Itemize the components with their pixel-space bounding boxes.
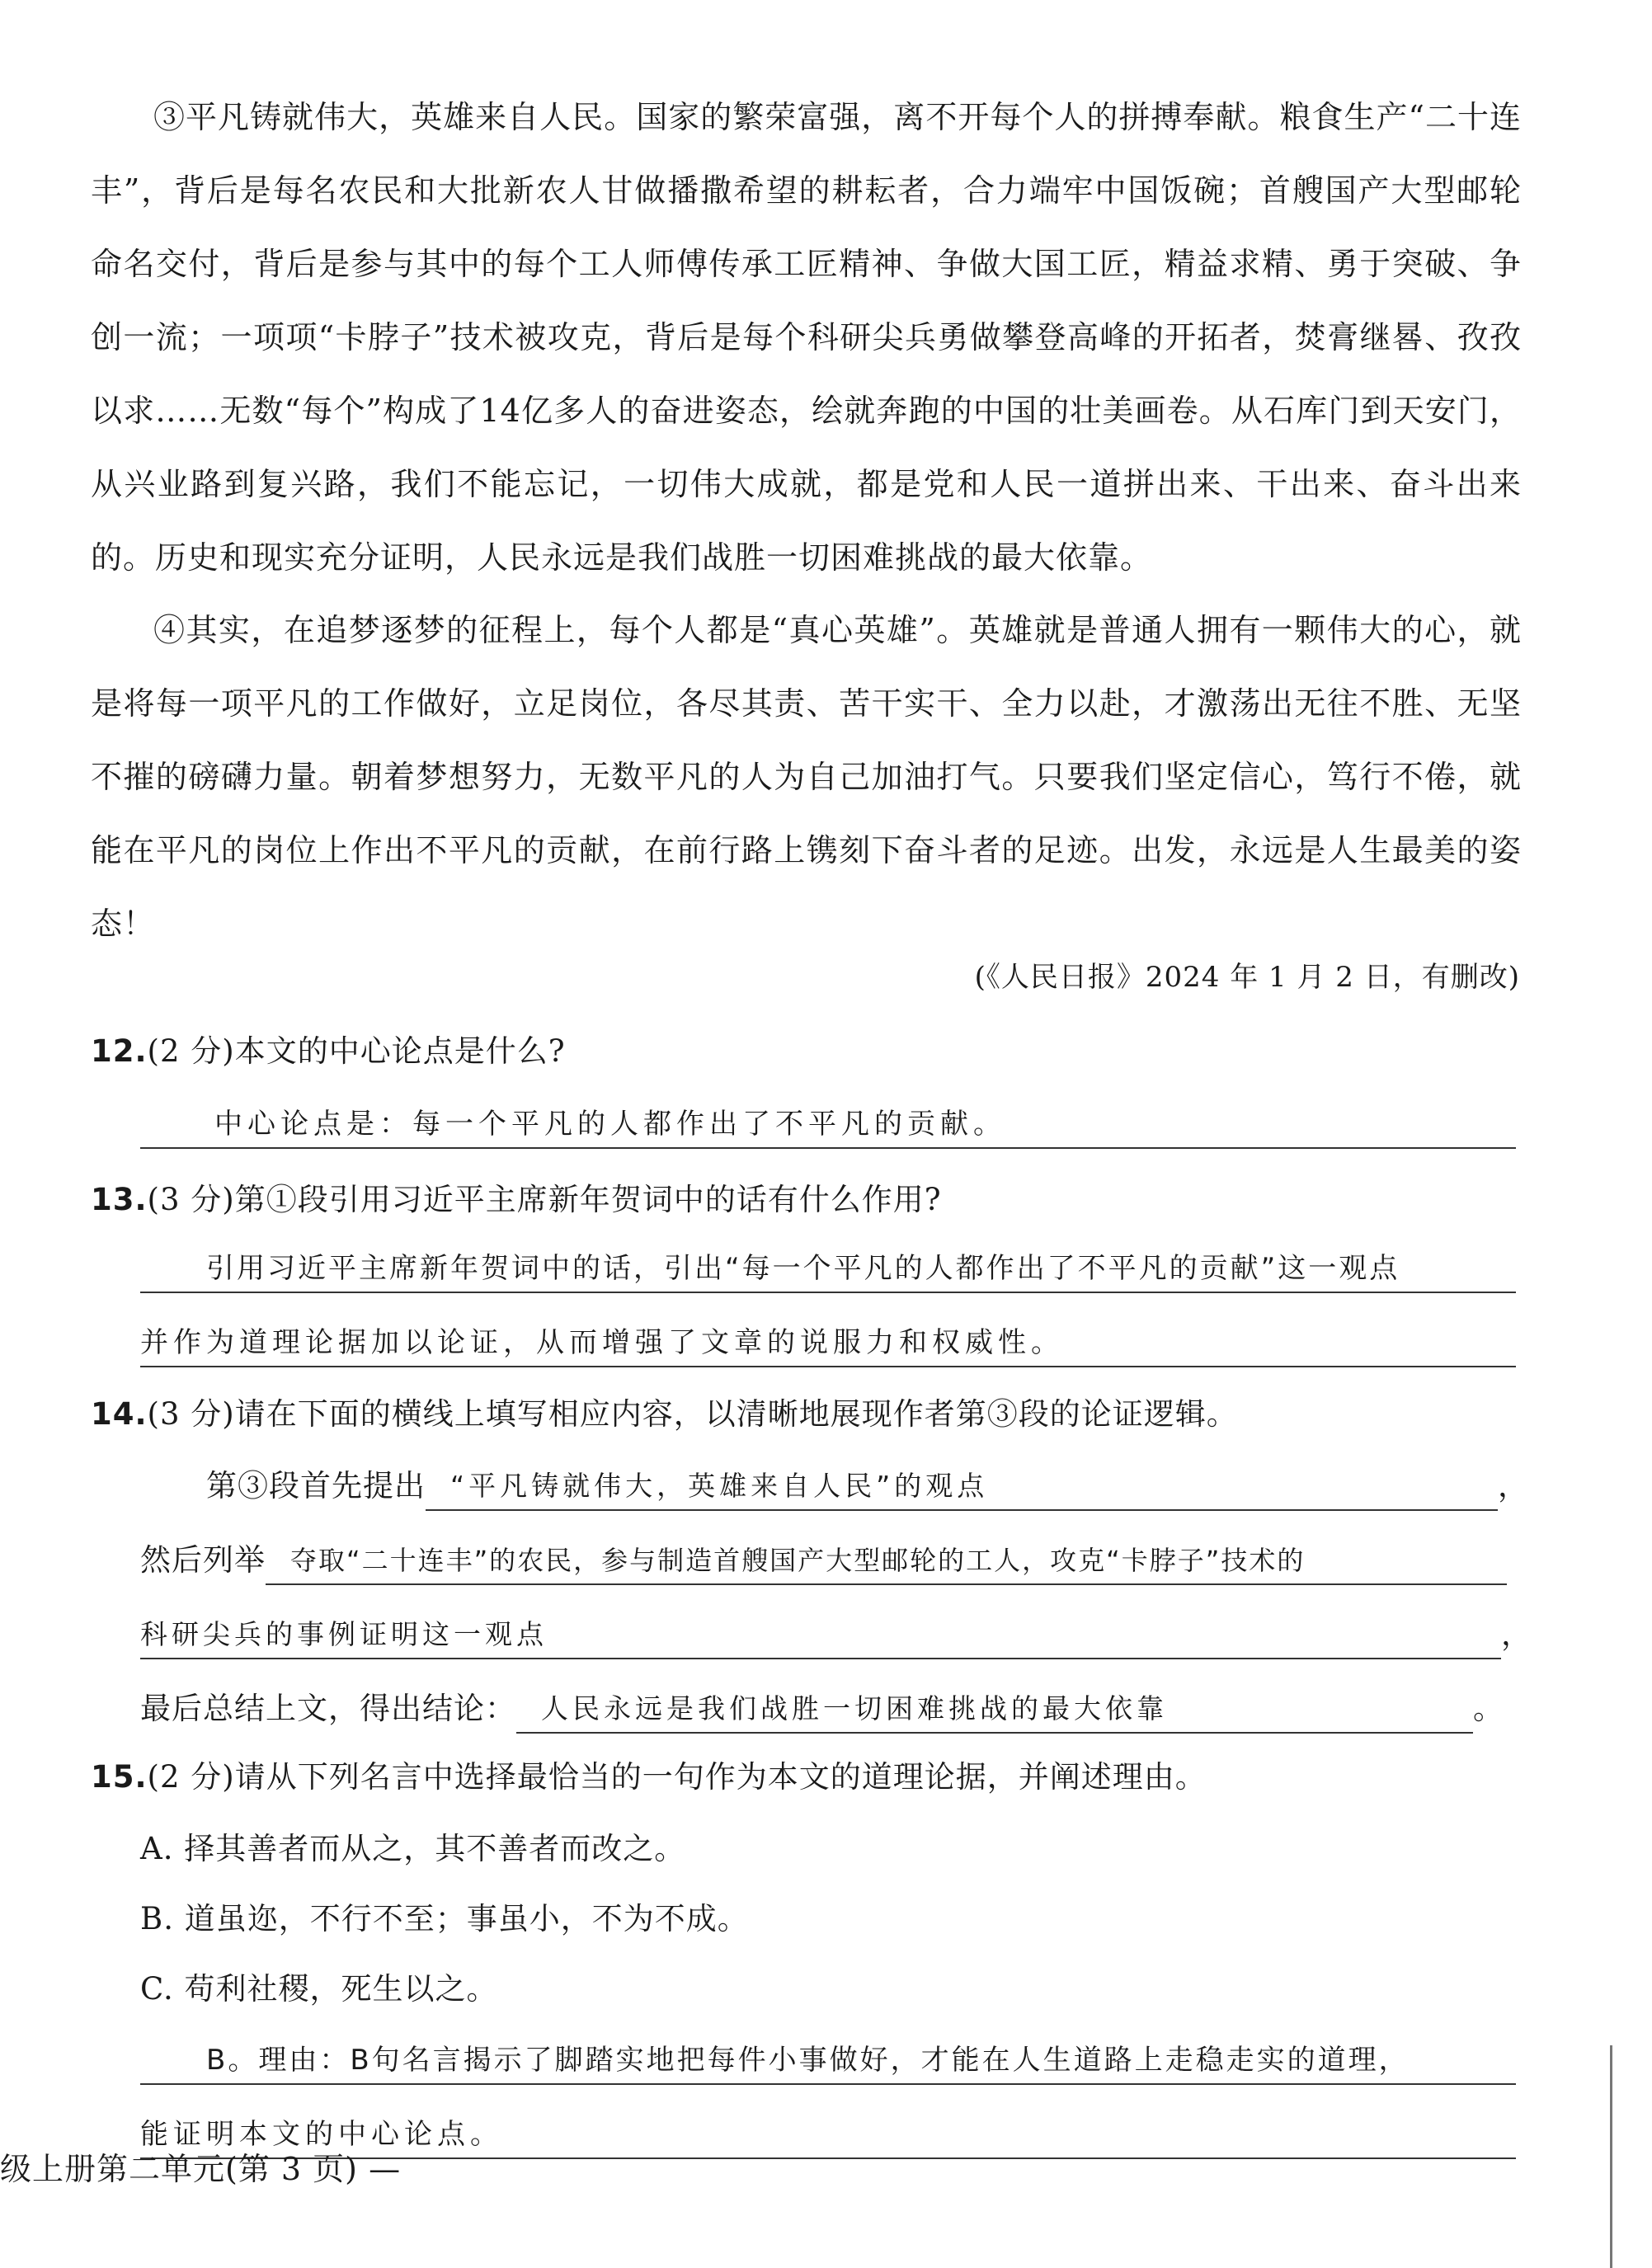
question-13: [91, 1175, 942, 1225]
passage-paragraph-4: ④其实，在追梦逐梦的征程上，每个人都是“真心英雄”。英雄就是普通人拥有一颗伟大的心，就是将每一项平凡的工作做好，立足岗位，各尽其责、苦干实干、全力以赴，才激荡出无往不胜、无坚不摧的磅礴力量。朝着梦想努力，无数平凡的人为自己加油打气。只要我们坚定信心，笃行不倦，就能在平凡的岗位上作出不平凡的贡献，在前行路上镌刻下奋斗者的足迹。出发，永远是人生最美的姿态！: [91, 612, 1522, 942]
question-stem: (2 分)请从下列名言中选择最恰当的一句作为本文的道理论据，并阐述理由。: [147, 1759, 1207, 1795]
answer-line-q13-2: 并作为道理论据加以论证，从而增强了文章的说服力和权威性。: [140, 1320, 1516, 1367]
q14-row-1: [206, 1461, 1529, 1511]
question-stem: (2 分)本文的中心论点是什么?: [147, 1033, 566, 1069]
q14-fill-examples-1: 夺取“二十连丰”的农民，参与制造首艘国产大型邮轮的工人，攻克“卡脖子”技术的: [266, 1537, 1507, 1585]
q15-option-a: A. 择其善者而从之，其不善者而改之。: [140, 1831, 686, 1866]
q14-row-2: [140, 1536, 1507, 1585]
q14-row-4: [140, 1684, 1504, 1734]
question-number: 13.: [91, 1182, 148, 1217]
question-14: [91, 1390, 1238, 1439]
question-number: 14.: [91, 1396, 148, 1432]
q14-row1-suffix: ，: [1498, 1468, 1529, 1503]
q14-row4-prefix: 最后总结上文，得出结论：: [140, 1691, 516, 1726]
page-footer: 级上册第二单元(第 3 页) —: [0, 2151, 402, 2187]
answer-line-q15-2: 能证明本文的中心论点。: [140, 2111, 1516, 2159]
q14-fill-examples-2: 科研尖兵的事例证明这一观点: [140, 1612, 1501, 1659]
question-stem: (3 分)第①段引用习近平主席新年贺词中的话有什么作用?: [147, 1182, 942, 1217]
q14-row4-suffix: 。: [1473, 1691, 1504, 1726]
q14-fill-conclusion: 人民永远是我们战胜一切困难挑战的最大依靠: [516, 1686, 1473, 1734]
q15-option-b: B. 道虽迩，不行不至；事虽小，不为不成。: [140, 1901, 749, 1936]
question-stem: (3 分)请在下面的横线上填写相应内容，以清晰地展现作者第③段的论证逻辑。: [147, 1396, 1238, 1432]
question-12: [91, 1027, 566, 1076]
q15-option-c: C. 苟利社稷，死生以之。: [140, 1971, 498, 2007]
question-number: 12.: [91, 1033, 148, 1069]
q14-row1-prefix: 第③段首先提出: [206, 1468, 426, 1503]
margin-rule: [1610, 2045, 1612, 2268]
passage-source: (《人民日报》2024 年 1 月 2 日，有删改): [974, 961, 1520, 994]
q14-row3-suffix: ，: [1501, 1616, 1532, 1652]
q14-row2-prefix: 然后列举: [140, 1542, 266, 1578]
answer-line-q13-1: 引用习近平主席新年贺词中的话，引出“每一个平凡的人都作出了不平凡的贡献”这一观点: [140, 1245, 1516, 1293]
question-15: [91, 1753, 1207, 1802]
answer-line-q15-1: B。理由：B句名言揭示了脚踏实地把每件小事做好，才能在人生道路上走稳走实的道理，: [140, 2037, 1516, 2085]
q14-row-3: [140, 1610, 1532, 1659]
q14-fill-viewpoint: “平凡铸就伟大，英雄来自人民”的观点: [426, 1463, 1498, 1511]
question-number: 15.: [91, 1759, 148, 1795]
passage-paragraph-3: ③平凡铸就伟大，英雄来自人民。国家的繁荣富强，离不开每个人的拼搏奉献。粮食生产“二十连丰”，背后是每名农民和大批新农人甘做播撒希望的耕耘者，合力端牢中国饭碗；首艘国产大型邮轮命名交付，背后是参与其中的每个工人师傅传承工匠精神、争做大国工匠，精益求精、勇于突破、争创一流；一项项“卡脖子”技术被攻克，背后是每个科研尖兵勇做攀登高峰的开拓者，焚膏继晷、孜孜以求……无数“每个”构成了14亿多人的奋进姿态，绘就奔跑的中国的壮美画卷。从石库门到天安门，从兴业路到复兴路，我们不能忘记，一切伟大成就，都是党和人民一道拼出来、干出来、奋斗出来的。历史和现实充分证明，人民永远是我们战胜一切困难挑战的最大依靠。: [91, 99, 1522, 576]
answer-line-q12: 中心论点是：每一个平凡的人都作出了不平凡的贡献。: [140, 1101, 1516, 1149]
